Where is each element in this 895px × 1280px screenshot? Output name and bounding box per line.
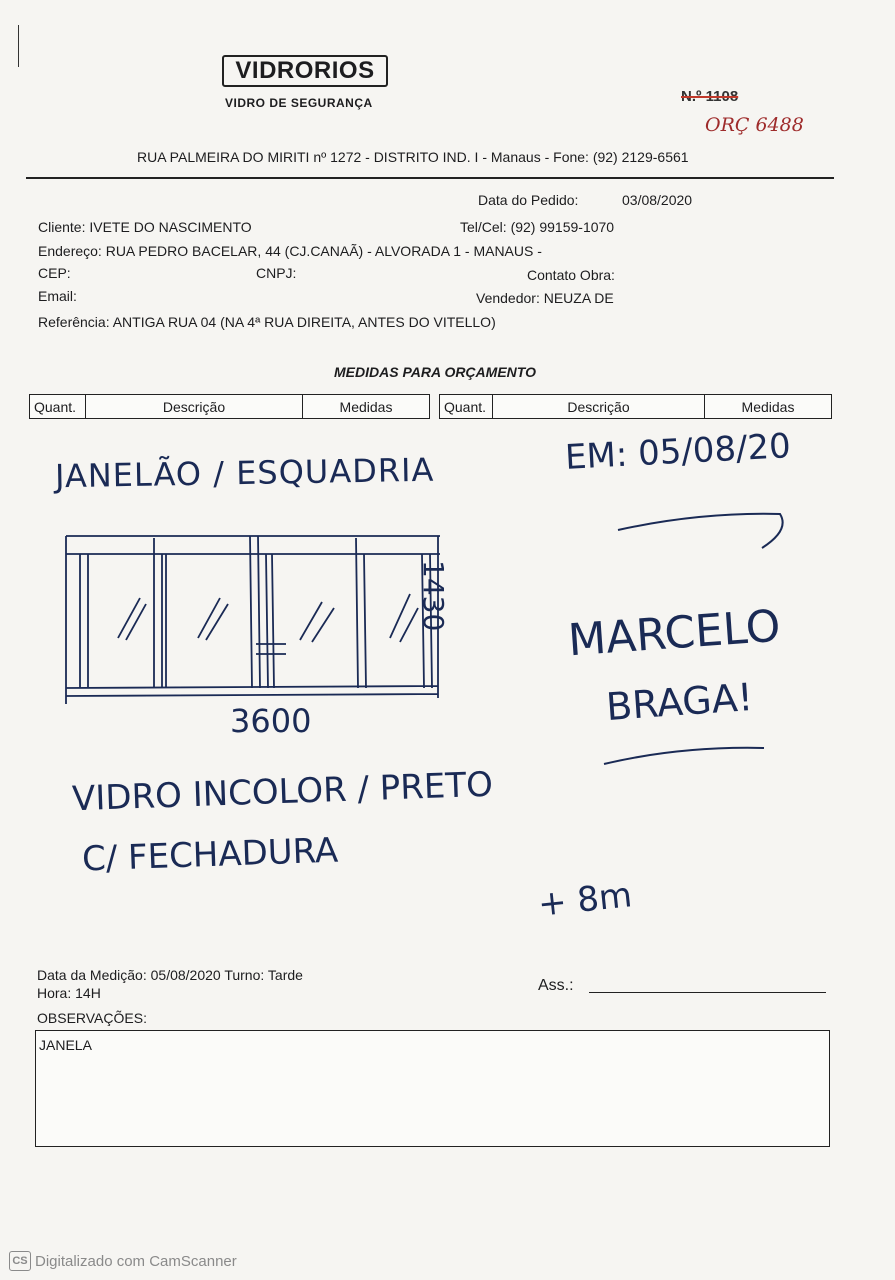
header-medidas: Medidas (339, 398, 393, 415)
width-dimension: 3600 (230, 702, 312, 740)
order-date-label: Data do Pedido: (478, 192, 579, 208)
client-name: Cliente: IVETE DO NASCIMENTO (38, 219, 252, 235)
header-descricao: Descrição (493, 395, 705, 418)
section-title: MEDIDAS PARA ORÇAMENTO (334, 364, 536, 380)
seller-field: Vendedor: NEUZA DE (476, 290, 614, 306)
window-sketch (60, 528, 460, 718)
company-tagline: VIDRO DE SEGURANÇA (225, 96, 373, 110)
handwritten-underline (600, 740, 770, 770)
signature-line (589, 992, 826, 993)
company-logo: VIDRORIOS (222, 55, 388, 87)
camscanner-watermark (9, 1251, 237, 1271)
contact-field: Contato Obra: (527, 267, 615, 283)
margin-mark (18, 25, 19, 67)
handwritten-glass-spec: VIDRO INCOLOR / PRETO (71, 764, 494, 820)
handwritten-date-note: EM: 05/08/20 (564, 426, 792, 478)
camscanner-icon: CS (9, 1251, 31, 1271)
measurement-info: Data da Medição: 05/08/2020 Turno: Tarde (37, 967, 303, 983)
camscanner-text: Digitalizado com CamScanner (35, 1252, 237, 1270)
reference-field: Referência: ANTIGA RUA 04 (NA 4ª RUA DIREITA, ANTES DO VITELLO) (38, 314, 496, 330)
header-medidas: Medidas (741, 398, 795, 415)
observations-label: OBSERVAÇÕES: (37, 1010, 147, 1026)
table-header-left (29, 394, 430, 419)
handwritten-name-first: MARCELO (566, 600, 783, 667)
client-address: Endereço: RUA PEDRO BACELAR, 44 (CJ.CANAÃ) - ALVORADA 1 - MANAUS - (38, 243, 542, 259)
orcamento-number: ORÇ 6488 (705, 114, 804, 136)
handwritten-stroke (610, 500, 800, 560)
header-quant: Quant. (440, 395, 493, 418)
handwritten-lock-spec: C/ FECHADURA (81, 830, 339, 880)
measurement-time: Hora: 14H (37, 985, 101, 1001)
height-dimension: 1430 (417, 560, 450, 632)
header-descricao: Descrição (86, 395, 303, 418)
signature-label: Ass.: (538, 977, 574, 994)
client-phone: Tel/Cel: (92) 99159-1070 (460, 219, 615, 235)
order-date-value: 03/08/2020 (622, 192, 693, 208)
cnpj-field: CNPJ: (256, 265, 297, 281)
table-header-right (439, 394, 832, 419)
document-number: N.º 1108 (681, 88, 739, 105)
handwritten-extra: + 8m (536, 875, 634, 925)
observations-box (35, 1030, 830, 1147)
handwritten-item: JANELÃO / ESQUADRIA (54, 450, 435, 496)
observations-text: JANELA (39, 1037, 92, 1053)
cep-field: CEP: (38, 265, 71, 281)
handwritten-name-last: BRAGA! (604, 674, 755, 730)
header-divider (26, 177, 834, 179)
email-field: Email: (38, 288, 77, 304)
company-address: RUA PALMEIRA DO MIRITI nº 1272 - DISTRITO IND. I - Manaus - Fone: (92) 2129-6561 (137, 149, 689, 165)
header-quant: Quant. (30, 395, 86, 418)
